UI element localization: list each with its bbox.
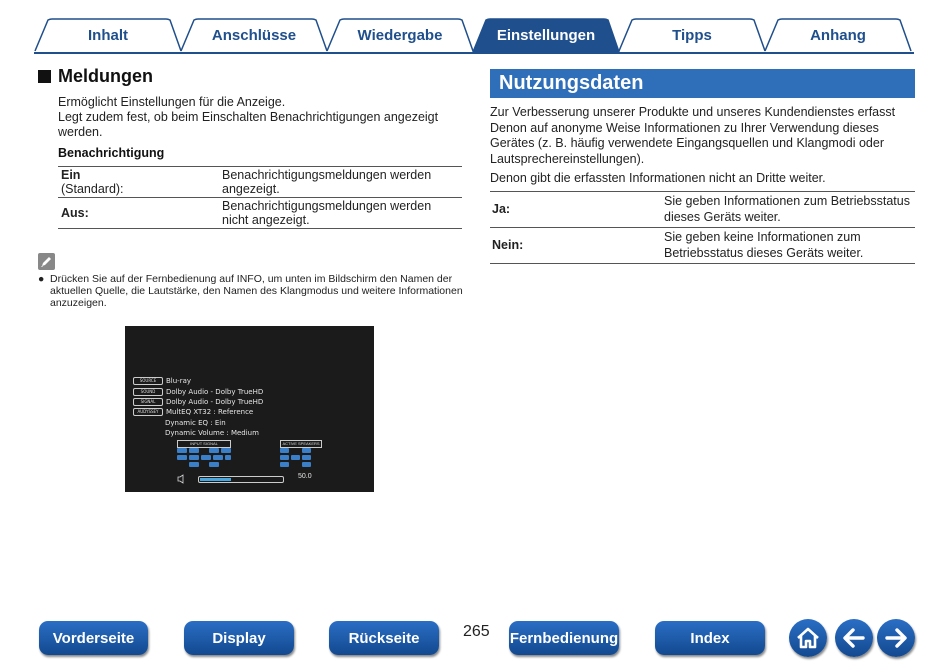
index-button[interactable]: Index — [655, 621, 765, 655]
pencil-note-icon — [38, 253, 55, 270]
volume-bar — [198, 476, 284, 483]
tab-label: Anschlüsse — [211, 26, 297, 44]
osd-tag: AUDYSSEY — [133, 408, 163, 416]
home-icon — [789, 619, 827, 657]
option-sublabel: (Standard): — [61, 182, 124, 196]
volume-fill — [200, 478, 231, 481]
next-page-button[interactable] — [877, 619, 915, 657]
osd-tag: SIGNAL — [133, 398, 163, 406]
section-title: Meldungen — [58, 66, 153, 86]
osd-row — [133, 407, 263, 417]
table-key-cell — [58, 198, 219, 229]
home-button[interactable] — [789, 619, 827, 657]
tab-label: Inhalt — [88, 26, 128, 44]
osd-value: Blu-ray — [166, 377, 192, 386]
option-label: Ja: — [490, 192, 662, 228]
input-signal-label: INPUT SIGNAL — [177, 440, 231, 448]
osd-row — [133, 397, 263, 407]
osd-row — [133, 418, 263, 428]
previous-page-button[interactable] — [835, 619, 873, 657]
usage-data-table — [490, 191, 915, 264]
osd-tag: SOURCE — [133, 377, 163, 385]
osd-row — [133, 376, 263, 386]
option-description: Benachrichtigungsmeldungen werden angezeigt. — [219, 167, 462, 198]
top-tab-bar — [34, 18, 914, 54]
note-text: Drücken Sie auf der Fernbedienung auf INFO, um unten im Bildschirm den Namen der aktuellen Quelle, die Lautstärke, den Namen des Klangmodus und weitere Informationen anzuzeigen. — [50, 273, 463, 309]
tab-label: Einstellungen — [496, 26, 596, 44]
osd-info-list — [133, 376, 263, 438]
option-label: Nein: — [490, 228, 662, 264]
notification-table — [58, 166, 462, 229]
square-bullet-icon — [38, 70, 51, 83]
osd-value: Dolby Audio - Dolby TrueHD — [166, 387, 264, 396]
osd-value: Dynamic Volume : Medium — [165, 429, 259, 438]
tab-underline — [34, 52, 914, 54]
tab-label: Wiedergabe — [357, 26, 443, 44]
table-row — [490, 192, 915, 228]
active-speakers-label: ACTIVE SPEAKERS — [280, 440, 322, 448]
section-heading-meldungen — [38, 66, 153, 87]
page-number: 265 — [463, 623, 490, 640]
display-button[interactable]: Display — [184, 621, 294, 655]
arrow-right-icon — [877, 619, 915, 657]
table-key-cell — [58, 167, 219, 198]
osd-row — [133, 428, 263, 438]
intro-line-2: Legt zudem fest, ob beim Einschalten Benachrichtigungen angezeigt werden. — [58, 110, 439, 139]
osd-row — [133, 386, 263, 396]
note-item — [38, 273, 468, 309]
rear-panel-button[interactable]: Rückseite — [329, 621, 439, 655]
table-row — [58, 167, 462, 198]
tv-screen-info-display — [125, 326, 374, 492]
bullet-dot-icon: ● — [38, 273, 45, 285]
arrow-left-icon — [835, 619, 873, 657]
remote-control-button[interactable]: Fernbedienung — [509, 621, 619, 655]
option-label: Ein — [61, 168, 81, 182]
table-subheading: Benachrichtigung — [58, 146, 165, 160]
front-panel-button[interactable]: Vorderseite — [39, 621, 148, 655]
tab-anschluesse[interactable] — [180, 18, 328, 52]
osd-value: Dolby Audio - Dolby TrueHD — [166, 397, 264, 406]
option-description: Sie geben Informationen zum Betriebsstatus dieses Geräts weiter. — [662, 192, 915, 228]
table-row — [490, 228, 915, 264]
volume-value: 50.0 — [298, 473, 312, 480]
osd-tag: SOUND — [133, 388, 163, 396]
table-row — [58, 198, 462, 229]
osd-value: MultEQ XT32 : Reference — [166, 408, 254, 417]
tab-einstellungen[interactable] — [472, 18, 620, 52]
usage-paragraph-2: Denon gibt die erfassten Informationen nicht an Dritte weiter. — [490, 171, 826, 185]
option-label: Aus: — [61, 206, 89, 220]
osd-value: Dynamic EQ : Ein — [165, 418, 226, 427]
tab-label: Anhang — [810, 26, 866, 44]
intro-line-1: Ermöglicht Einstellungen für die Anzeige. — [58, 95, 286, 109]
option-description: Sie geben keine Informationen zum Betriebsstatus dieses Geräts weiter. — [662, 228, 915, 264]
section-title-bar: Nutzungsdaten — [490, 69, 915, 98]
speaker-volume-icon — [177, 474, 187, 484]
tab-tipps[interactable] — [618, 18, 766, 52]
usage-paragraph-1: Zur Verbesserung unserer Produkte und unseres Kundendienstes erfasst Denon auf anonyme Weise Informationen zu Ihrer Verwendung dieses Gerätes (z. B. häufig verwendete Eingangsquellen und Klangmodi oder Lautsprechereinstellungen). — [490, 105, 896, 166]
tab-wiedergabe[interactable] — [326, 18, 474, 52]
option-description: Benachrichtigungsmeldungen werden nicht angezeigt. — [219, 198, 462, 229]
tab-inhalt[interactable] — [34, 18, 182, 52]
tab-label: Tipps — [672, 26, 712, 44]
tab-anhang[interactable] — [764, 18, 912, 52]
